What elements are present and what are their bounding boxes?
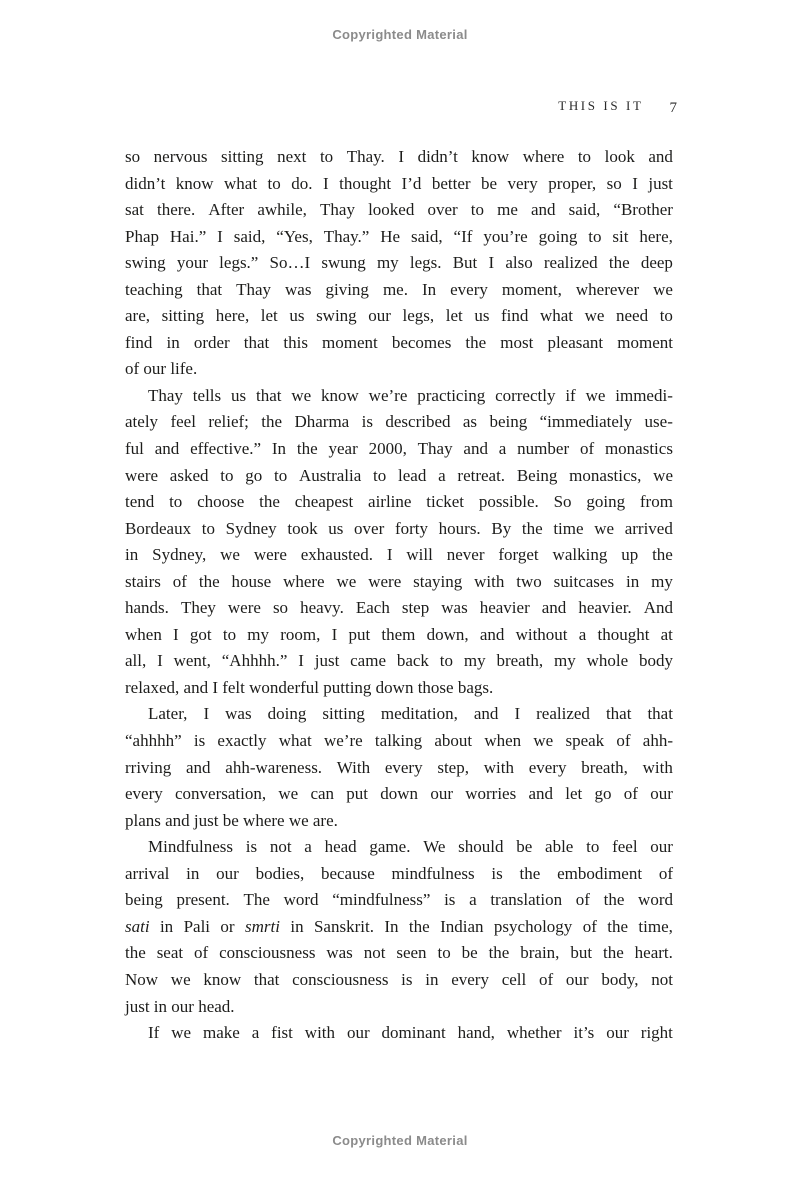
text-line: just in our head. [125, 996, 235, 1016]
text-line: being present. The word “mindfulness” is a translation of the word [125, 890, 673, 910]
page-text [125, 144, 673, 1047]
text-line: rriving and ahh-wareness. With every step, with every breath, with [125, 757, 673, 777]
copyright-banner-bottom: Copyrighted Material [332, 1133, 468, 1148]
text-line: when I got to my room, I put them down, and without a thought at [125, 624, 673, 644]
running-header [558, 97, 677, 117]
text-line: plans and just be where we are. [125, 810, 338, 830]
paragraph [125, 834, 673, 1020]
page-number: 7 [669, 100, 677, 116]
text-line: hands. They were so heavy. Each step was heavier and heavier. And [125, 598, 673, 618]
text-line: every conversation, we can put down our worries and let go of our [125, 784, 673, 804]
text-line: “ahhhh” is exactly what we’re talking about when we speak of ahh- [125, 731, 673, 751]
text-line: Mindfulness is not a head game. We should be able to feel our [148, 837, 673, 857]
text-line: the seat of consciousness was not seen to be the brain, but the heart. [125, 943, 673, 963]
text-line: sat there. After awhile, Thay looked over to me and said, “Brother [125, 200, 673, 220]
text-line: ately feel relief; the Dharma is described as being “immediately use- [125, 412, 673, 432]
text-line: If we make a fist with our dominant hand, whether it’s our right [148, 1023, 673, 1043]
text-line: are, sitting here, let us swing our legs, let us find what we need to [125, 306, 673, 326]
text-line: Later, I was doing sitting meditation, and I realized that that [148, 704, 673, 724]
text-line: relaxed, and I felt wonderful putting down those bags. [125, 677, 494, 697]
text-line: find in order that this moment becomes the most pleasant moment [125, 332, 673, 352]
text-line: arrival in our bodies, because mindfulness is the embodiment of [125, 863, 673, 883]
copyright-banner-top: Copyrighted Material [332, 27, 468, 42]
text-line: of our life. [125, 359, 198, 379]
text-line: in Sydney, we were exhausted. I will never forget walking up the [125, 545, 673, 565]
paragraph [125, 383, 673, 702]
text-line: ful and effective.” In the year 2000, Thay and a number of monastics [125, 439, 673, 459]
text-line: Phap Hai.” I said, “Yes, Thay.” He said, “If you’re going to sit here, [125, 226, 673, 246]
text-line: swing your legs.” So…I swung my legs. But I also realized the deep [125, 253, 673, 273]
text-line: Now we know that consciousness is in every cell of our body, not [125, 969, 673, 989]
text-line: so nervous sitting next to Thay. I didn’t know where to look and [125, 147, 673, 166]
text-line: didn’t know what to do. I thought I’d better be very proper, so I just [125, 173, 673, 193]
running-header-title: THIS IS IT [558, 98, 644, 113]
text-line: sati in Pali or smrti in Sanskrit. In the Indian psychology of the time, [125, 916, 673, 936]
paragraph [125, 1020, 673, 1047]
paragraph [125, 144, 673, 383]
text-line: stairs of the house where we were staying with two suitcases in my [125, 571, 673, 591]
text-line: teaching that Thay was giving me. In every moment, wherever we [125, 279, 673, 299]
text-line: tend to choose the cheapest airline ticket possible. So going from [125, 492, 673, 512]
text-line: Bordeaux to Sydney took us over forty hours. By the time we arrived [125, 518, 673, 538]
text-line: all, I went, “Ahhhh.” I just came back to my breath, my whole body [125, 651, 673, 671]
text-line: Thay tells us that we know we’re practicing correctly if we immedi- [148, 385, 673, 405]
text-line: were asked to go to Australia to lead a retreat. Being monastics, we [125, 465, 673, 485]
paragraph [125, 701, 673, 834]
